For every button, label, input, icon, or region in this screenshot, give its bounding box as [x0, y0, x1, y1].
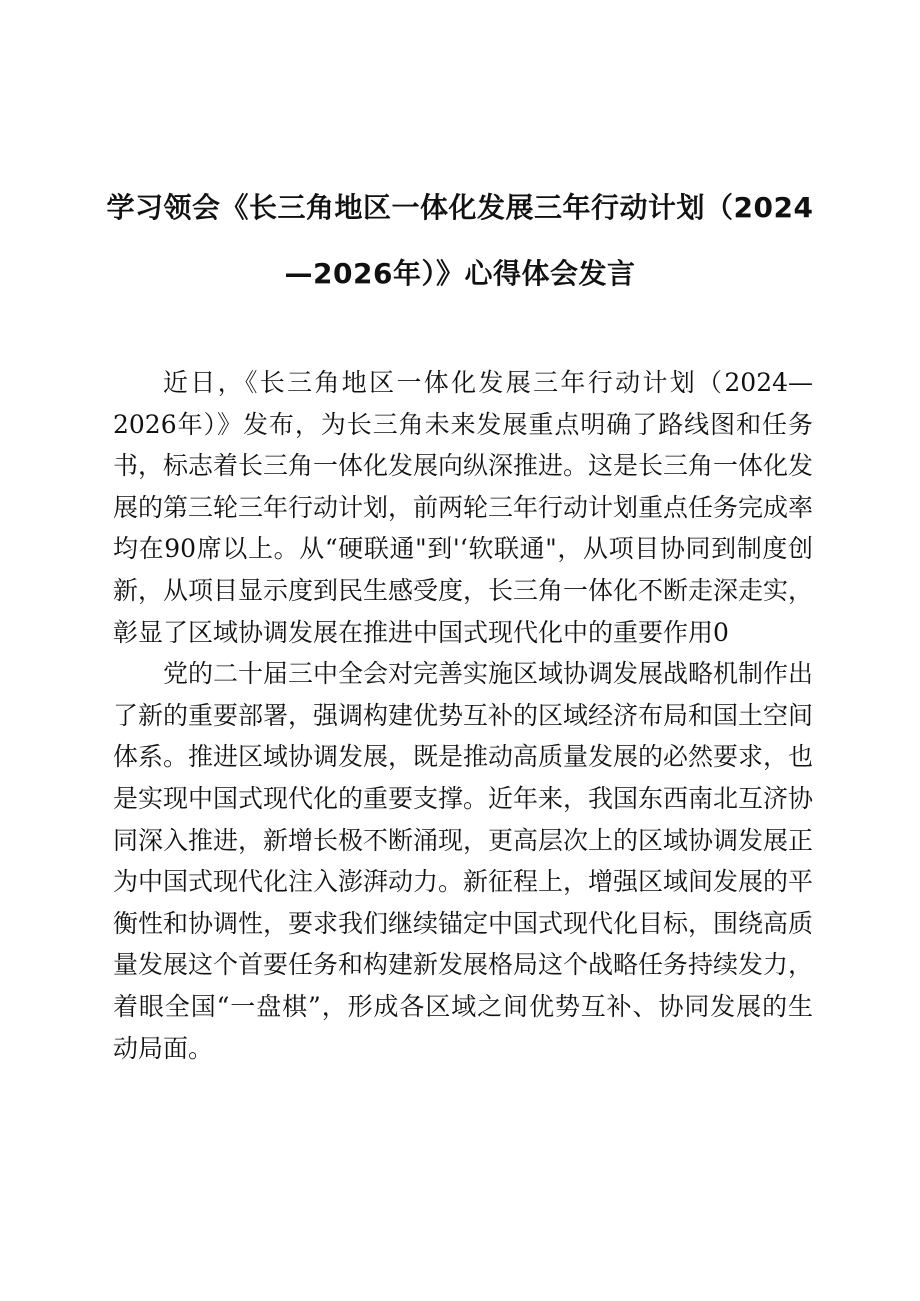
document-title-line-1: 学习领会《长三角地区一体化发展三年行动计划（2024: [106, 191, 814, 224]
document-title-line-2: —2026年）》心得体会发言: [284, 257, 636, 290]
paragraph-1: 近日，《长三角地区一体化发展三年行动计划（2024—2026年）》发布，为长三角未来发展重点明确了路线图和任务书，标志着长三角一体化发展向纵深推进。这是长三角一体化发展的第三轮三年行动计划，前两轮三年行动计划重点任务完成率均在90席以上。从“硬联通"到'‘软联通"，从项目协同到制度创新，从项目显示度到民生感受度，长三角一体化不断走深走实，彰显了区域协调发展在推进中国式现代化中的重要作用0: [113, 368, 814, 647]
document-body: [113, 362, 813, 1069]
paragraph-2: 党的二十届三中全会对完善实施区域协调发展战略机制作出了新的重要部署，强调构建优势互补的区域经济布局和国土空间体系。推进区域协调发展，既是推动高质量发展的必然要求，也是实现中国式现代化的重要支撑。近年来，我国东西南北互济协同深入推进，新增长极不断涌现，更高层次上的区域协调发展正为中国式现代化注入澎湃动力。新征程上，增强区域间发展的平衡性和协调性，要求我们继续锚定中国式现代化目标，围绕高质量发展这个首要任务和构建新发展格局这个战略任务持续发力，着眼全国“一盘棋”，形成各区域之间优势互补、协同发展的生动局面。: [113, 659, 814, 1063]
